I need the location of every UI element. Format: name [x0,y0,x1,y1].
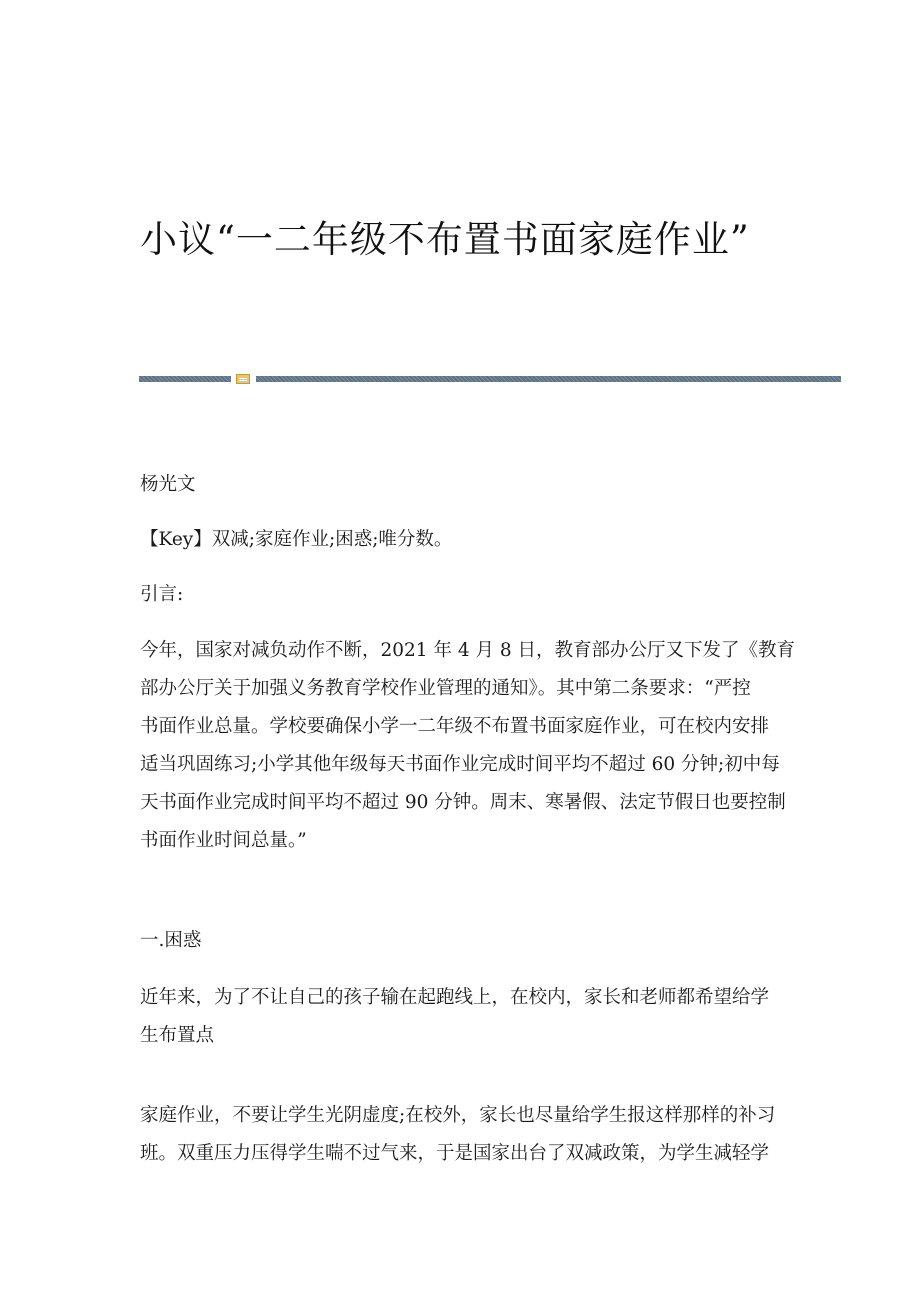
paragraph-recent-years [140,979,780,1055]
intro-heading: 引言: [140,584,184,605]
divider-bar-right [256,376,841,382]
paragraph-line: 书面作业总量。学校要确保小学一二年级不布置书面家庭作业，可在校内安排 [140,716,770,737]
paragraph-line: 书面作业时间总量。” [140,830,307,851]
paragraph-line: 近年来，为了不让自己的孩子输在起跑线上，在校内，家长和老师都希望给学 [140,987,770,1008]
author-name: 杨光文 [140,474,196,495]
section-heading-confusion: 一.困惑 [140,930,202,951]
paragraph-line: 今年，国家对减负动作不断，2021 年 4 月 8 日，教育部办公厅又下发了《教育 [140,640,796,661]
paragraph-line: 适当巩固练习;小学其他年级每天书面作业完成时间平均不超过 60 分钟;初中每 [140,754,780,775]
paragraph-line: 天书面作业完成时间平均不超过 90 分钟。周末、寒暑假、法定节假日也要控制 [140,792,786,813]
paragraph-line: 家庭作业，不要让学生光阴虚度;在校外，家长也尽量给学生报这样那样的补习 [140,1105,776,1126]
paragraph-line: 生布置点 [140,1025,215,1046]
paragraph-line: 部办公厅关于加强义务教育学校作业管理的通知》。其中第二条要求：“严控 [140,678,751,699]
paragraph-homework [140,1097,780,1173]
divider-bar-left [139,376,231,382]
paragraph-notice [140,632,796,860]
title-divider [139,374,841,384]
page-title: 小议“一二年级不布置书面家庭作业” [140,218,750,261]
keywords-line: 【Key】双减;家庭作业;困惑;唯分数。 [140,529,453,550]
envelope-icon [236,374,250,384]
paragraph-line: 班。双重压力压得学生喘不过气来，于是国家出台了双减政策，为学生减轻学 [140,1143,770,1164]
